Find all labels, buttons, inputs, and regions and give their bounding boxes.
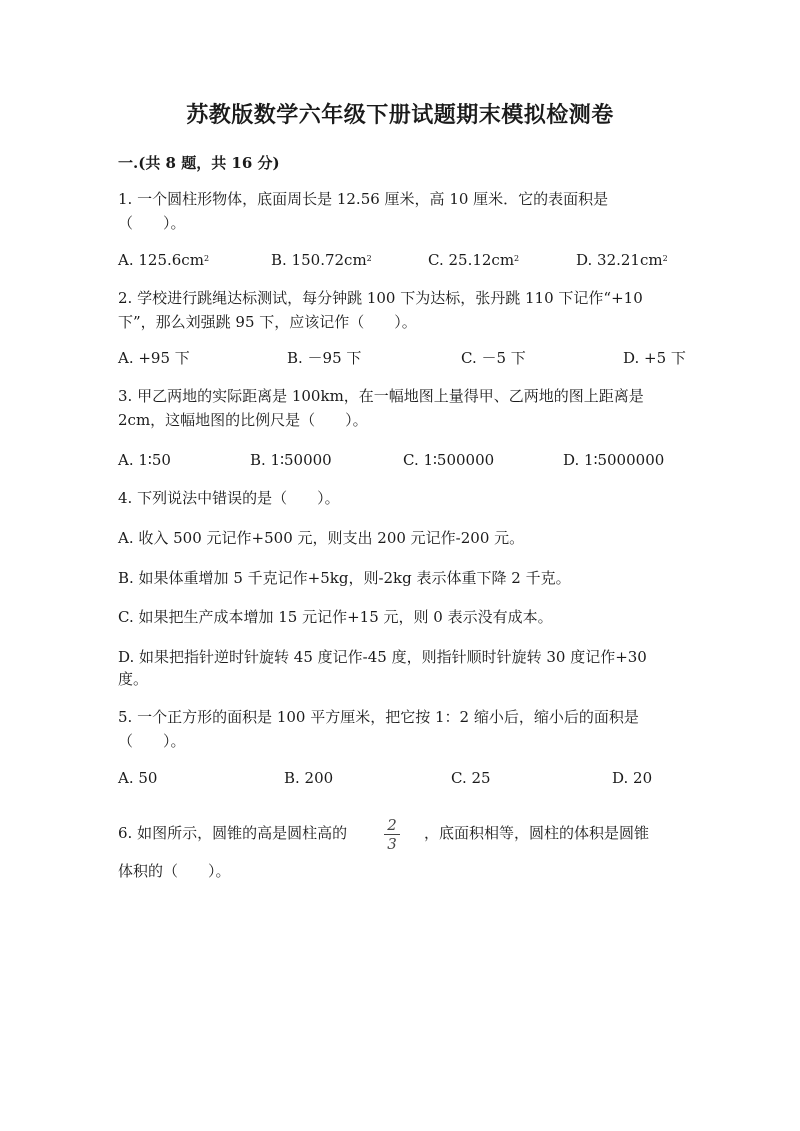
fraction-two-thirds bbox=[384, 817, 400, 852]
question-6-text-mid: ，底面积相等，圆柱的体积是圆锥 bbox=[424, 824, 650, 842]
question-1-option-a[interactable]: A. $125.6cm^2$ bbox=[118, 251, 210, 269]
question-4-option-c[interactable]: C. 如果把生产成本增加 15 元记作+15 元，则 0 表示没有成本。 bbox=[118, 608, 553, 626]
question-4-text: 4. 下列说法中错误的是（ ）。 bbox=[118, 489, 340, 507]
fraction-numerator: 2 bbox=[387, 816, 397, 834]
question-6-text-cont: 体积的（ ）。 bbox=[118, 862, 231, 880]
question-1-option-b[interactable]: B. $150.72cm^2$ bbox=[271, 251, 372, 269]
question-1-option-c[interactable]: C. $25.12cm^2$ bbox=[428, 251, 520, 269]
question-2-option-a[interactable]: A. +95 下 bbox=[118, 349, 190, 367]
question-3-option-d[interactable]: D. 1∶5000000 bbox=[563, 451, 665, 469]
question-5-option-d[interactable]: D. 20 bbox=[612, 769, 653, 787]
question-2-option-b[interactable]: B. －95 下 bbox=[287, 349, 362, 367]
question-1-text: 1. 一个圆柱形物体，底面周长是 12.56 厘米，高 10 厘米．它的表面积是 bbox=[118, 190, 609, 208]
question-5-option-b[interactable]: B. 200 bbox=[284, 769, 334, 787]
question-4-option-d-cont[interactable]: 度。 bbox=[118, 670, 149, 688]
question-2-text: 2. 学校进行跳绳达标测试，每分钟跳 100 下为达标，张丹跳 110 下记作“+10 bbox=[118, 289, 643, 307]
question-5-text: 5. 一个正方形的面积是 100 平方厘米，把它按 1：2 缩小后，缩小后的面积是 bbox=[118, 708, 639, 726]
section-heading: 一.(共 8 题，共 16 分) bbox=[118, 154, 280, 172]
page-title: 苏教版数学六年级下册试题期末模拟检测卷 bbox=[186, 102, 614, 128]
question-2-text-cont: 下”，那么刘强跳 95 下，应该记作（ ）。 bbox=[118, 313, 417, 331]
question-1-option-d[interactable]: D. $32.21cm^2$ bbox=[576, 251, 668, 269]
question-3-option-a[interactable]: A. 1∶50 bbox=[118, 451, 171, 469]
question-6-text: 6. 如图所示，圆锥的高是圆柱高的 bbox=[118, 824, 348, 842]
question-1-text-cont: （ ）。 bbox=[118, 214, 186, 232]
question-5-text-cont: （ ）。 bbox=[118, 732, 186, 750]
question-4-option-b[interactable]: B. 如果体重增加 5 千克记作+5kg，则-2kg 表示体重下降 2 千克。 bbox=[118, 569, 571, 587]
question-3-option-b[interactable]: B. 1∶50000 bbox=[250, 451, 332, 469]
question-2-option-d[interactable]: D. +5 下 bbox=[623, 349, 686, 367]
question-3-text-cont: 2cm，这幅地图的比例尺是（ ）。 bbox=[118, 411, 368, 429]
question-4-option-a[interactable]: A. 收入 500 元记作+500 元，则支出 200 元记作-200 元。 bbox=[118, 529, 525, 547]
question-5-option-a[interactable]: A. 50 bbox=[118, 769, 158, 787]
question-3-text: 3. 甲乙两地的实际距离是 100km，在一幅地图上量得甲、乙两地的图上距离是 bbox=[118, 387, 644, 405]
question-5-option-c[interactable]: C. 25 bbox=[451, 769, 491, 787]
question-4-option-d[interactable]: D. 如果把指针逆时针旋转 45 度记作-45 度，则指针顺时针旋转 30 度记作+30 bbox=[118, 648, 647, 666]
fraction-denominator: 3 bbox=[387, 835, 397, 853]
question-2-option-c[interactable]: C. －5 下 bbox=[461, 349, 526, 367]
question-3-option-c[interactable]: C. 1∶500000 bbox=[403, 451, 495, 469]
